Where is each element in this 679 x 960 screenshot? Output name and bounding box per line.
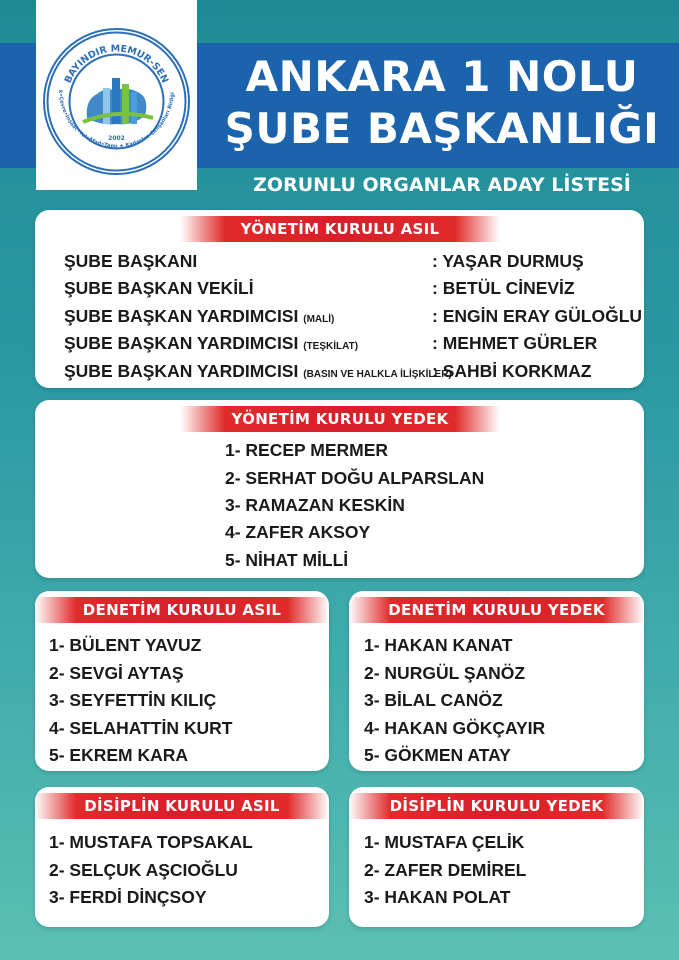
member-name: : SAHBİ KORKMAZ bbox=[432, 361, 592, 381]
building-icon bbox=[103, 88, 110, 124]
list-item: 1- HAKAN KANAT bbox=[364, 635, 513, 655]
denetim-yedek-panel bbox=[349, 591, 644, 771]
member-name: : YAŞAR DURMUŞ bbox=[432, 251, 584, 271]
list-item: 3- HAKAN POLAT bbox=[364, 887, 511, 907]
list-item: 5- NİHAT MİLLİ bbox=[225, 550, 349, 570]
list-item: 4- ZAFER AKSOY bbox=[225, 522, 371, 542]
page-title-line1: ANKARA 1 NOLU bbox=[245, 52, 639, 101]
yonetim-asil-panel bbox=[35, 210, 644, 388]
yonetim-asil-heading: YÖNETİM KURULU ASIL bbox=[180, 216, 500, 242]
list-item: 4- HAKAN GÖKÇAYIR bbox=[364, 718, 546, 738]
list-item: 2- SEVGİ AYTAŞ bbox=[49, 663, 184, 683]
role-label: ŞUBE BAŞKAN YARDIMCISI (TEŞKİLAT) bbox=[64, 333, 359, 353]
denetim-yedek-heading: DENETİM KURULU YEDEK bbox=[349, 597, 644, 623]
list-item: 4- SELAHATTİN KURT bbox=[49, 718, 233, 738]
disiplin-asil-panel bbox=[35, 787, 329, 927]
list-item: 2- NURGÜL ŞANÖZ bbox=[364, 663, 526, 683]
logo-year: 2002 bbox=[108, 135, 125, 142]
disiplin-asil-heading: DİSİPLİN KURULU ASIL bbox=[35, 793, 329, 819]
logo-text-ring: k•Çevre•İnşaat•Yol•Afad•Tapu ★ Kadastro Çalışanları Birliği bbox=[56, 89, 176, 150]
role-label: ŞUBE BAŞKAN YARDIMCISI (MALİ) bbox=[64, 306, 335, 326]
yonetim-yedek-panel bbox=[35, 400, 644, 578]
list-item: 1- BÜLENT YAVUZ bbox=[49, 635, 202, 655]
list-item: 2- SERHAT DOĞU ALPARSLAN bbox=[225, 468, 485, 488]
list-item: 3- BİLAL CANÖZ bbox=[364, 690, 503, 710]
member-name: : ENGİN ERAY GÜLOĞLU bbox=[432, 306, 643, 326]
list-item: 2- ZAFER DEMİREL bbox=[364, 860, 527, 880]
list-item: 5- EKREM KARA bbox=[49, 745, 189, 765]
list-item: 2- SELÇUK AŞCIOĞLU bbox=[49, 860, 238, 880]
disiplin-yedek-heading: DİSİPLİN KURULU YEDEK bbox=[349, 793, 644, 819]
member-name: : BETÜL CİNEVİZ bbox=[432, 278, 575, 298]
union-logo bbox=[43, 28, 190, 175]
role-label: ŞUBE BAŞKAN VEKİLİ bbox=[64, 278, 254, 298]
list-item: 3- SEYFETTİN KILIÇ bbox=[49, 690, 217, 710]
list-item: 1- MUSTAFA TOPSAKAL bbox=[49, 832, 253, 852]
yonetim-yedek-heading: YÖNETİM KURULU YEDEK bbox=[180, 406, 500, 432]
member-name: : MEHMET GÜRLER bbox=[432, 333, 598, 353]
page-title-line2: ŞUBE BAŞKANLIĞI bbox=[224, 104, 660, 153]
list-item: 3- FERDİ DİNÇSOY bbox=[49, 887, 207, 907]
logo-text-top: BAYINDIR MEMUR-SEN bbox=[62, 43, 171, 85]
list-item: 1- RECEP MERMER bbox=[225, 440, 389, 460]
list-item: 1- MUSTAFA ÇELİK bbox=[364, 832, 525, 852]
page-subtitle: ZORUNLU ORGANLAR ADAY LİSTESİ bbox=[253, 174, 631, 196]
denetim-asil-panel bbox=[35, 591, 329, 771]
denetim-asil-heading: DENETİM KURULU ASIL bbox=[35, 597, 329, 623]
logo-box bbox=[36, 0, 197, 190]
list-item: 5- GÖKMEN ATAY bbox=[364, 745, 511, 765]
list-item: 3- RAMAZAN KESKİN bbox=[225, 495, 405, 515]
role-label: ŞUBE BAŞKANI bbox=[64, 251, 198, 271]
disiplin-yedek-panel bbox=[349, 787, 644, 927]
role-label: ŞUBE BAŞKAN YARDIMCISI (BASIN VE HALKLA İLİŞKİLER) bbox=[64, 361, 452, 381]
